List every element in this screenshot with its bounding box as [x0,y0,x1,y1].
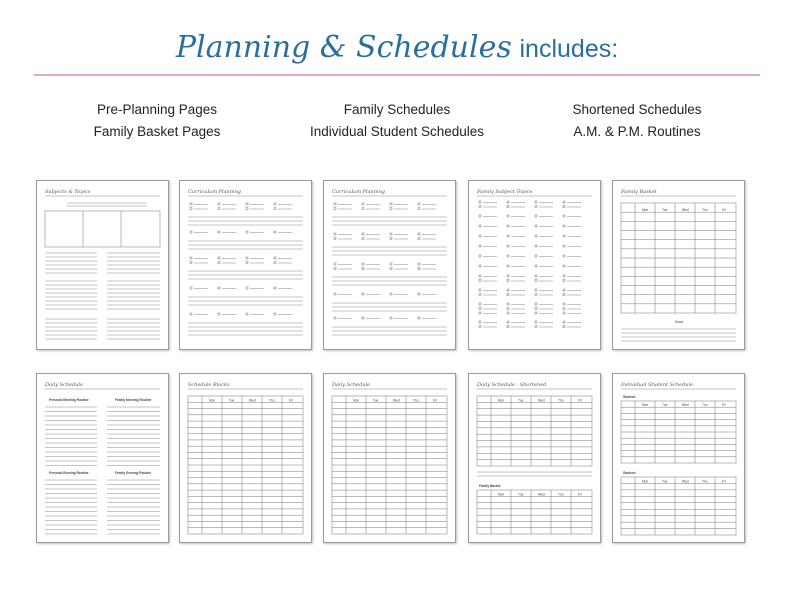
checkbox-icon [563,289,565,291]
checkbox-icon [479,245,481,247]
checkbox-icon [535,275,537,277]
checkbox-icon [535,321,537,323]
checkbox-icon [535,215,537,217]
checkbox-icon [535,326,537,328]
checkbox-icon [190,208,192,210]
thumb-daily-schedule-shortened [468,373,601,543]
checkbox-icon [479,294,481,296]
checkbox-icon [218,231,220,233]
checkbox-icon [334,238,336,240]
checkbox-icon [479,275,481,277]
checkbox-icon [274,313,276,315]
day-header: Fri [722,479,726,484]
day-header: Thu [702,479,708,484]
checkbox-icon [218,313,220,315]
checkbox-icon [563,303,565,305]
family-basket-label: Family Basket [479,484,501,488]
routine-label: Family Morning Routine [115,398,152,402]
day-header: Wed [393,398,400,403]
day-header: Tue [662,208,668,213]
checkbox-icon [390,238,392,240]
checkbox-icon [563,308,565,310]
day-header: Fri [433,398,437,403]
day-header: Wed [538,492,545,497]
day-header: Fri [722,208,726,213]
checkbox-icon [362,233,364,235]
checkbox-icon [246,231,248,233]
checkbox-icon [507,321,509,323]
checkbox-icon [535,303,537,305]
checkbox-icon [418,238,420,240]
routine-label: Personal Morning Routine [49,398,89,402]
checkbox-icon [479,312,481,314]
checkbox-icon [535,201,537,203]
checkbox-icon [563,280,565,282]
checkbox-icon [535,245,537,247]
checkbox-icon [390,293,392,295]
checkbox-icon [507,308,509,310]
day-header: Tue [229,398,235,403]
thumb-title: Curriculum Planning [332,189,386,195]
checkbox-icon [246,257,248,259]
checkbox-icon [479,321,481,323]
checkbox-icon [218,262,220,264]
day-header: Fri [578,492,582,497]
checkbox-icon [190,203,192,205]
thumb-title: Curriculum Planning [188,189,242,195]
checkbox-icon [535,312,537,314]
checkbox-icon [563,255,565,257]
checkbox-icon [507,265,509,267]
day-header: Thu [413,398,419,403]
thumb-family-basket [612,180,745,350]
checkbox-icon [535,225,537,227]
day-header: Tue [373,398,379,403]
checkbox-icon [274,231,276,233]
thumb-title: Family Basket [621,189,657,195]
checkbox-icon [362,208,364,210]
checkbox-icon [563,215,565,217]
day-header: Tue [662,403,668,408]
checkbox-icon [479,289,481,291]
include-item: Individual Student Schedules [309,124,485,139]
checkbox-icon [507,303,509,305]
day-header: Mon [498,492,505,497]
checkbox-icon [535,206,537,208]
checkbox-icon [218,208,220,210]
day-header: Wed [682,479,689,484]
checkbox-icon [418,268,420,270]
day-header: Mon [642,208,649,213]
thumb-title: Daily Schedule - Shortened [477,382,547,388]
checkbox-icon [507,294,509,296]
include-item: Pre-Planning Pages [96,102,218,117]
checkbox-icon [535,255,537,257]
schedule-grid [621,477,736,535]
checkbox-icon [479,201,481,203]
checkbox-icon [274,203,276,205]
title-script: Planning & Schedules [175,30,512,65]
checkbox-icon [479,255,481,257]
checkbox-icon [563,206,565,208]
thumb-title: Subjects & Topics [45,189,91,195]
checkbox-icon [246,262,248,264]
include-item: Family Schedules [343,102,451,117]
checkbox-icon [563,201,565,203]
checkbox-icon [418,208,420,210]
checkbox-icon [274,257,276,259]
checkbox-icon [507,312,509,314]
thumb-schedule-blocks [179,373,312,543]
checkbox-icon [563,326,565,328]
checkbox-icon [190,287,192,289]
checkbox-icon [507,255,509,257]
notes-label: Notes [675,320,684,324]
day-header: Fri [722,403,726,408]
checkbox-icon [334,208,336,210]
includes-column-2 [277,99,517,143]
checkbox-icon [563,312,565,314]
checkbox-icon [362,293,364,295]
checkbox-icon [390,233,392,235]
checkbox-icon [507,280,509,282]
day-header: Mon [642,479,649,484]
day-header: Mon [209,398,216,403]
checkbox-icon [334,268,336,270]
day-header: Wed [682,403,689,408]
checkbox-icon [535,280,537,282]
day-header: Tue [662,479,668,484]
checkbox-icon [274,287,276,289]
checkbox-icon [563,321,565,323]
checkbox-icon [507,275,509,277]
checkbox-icon [218,257,220,259]
checkbox-icon [535,308,537,310]
checkbox-icon [507,206,509,208]
checkbox-icon [418,317,420,319]
day-header: Thu [702,208,708,213]
thumb-title: Individual Student Schedule [621,382,694,388]
schedule-grid [477,490,592,534]
checkbox-icon [362,203,364,205]
checkbox-icon [479,280,481,282]
thumb-title: Daily Schedule [332,382,370,388]
checkbox-icon [246,208,248,210]
checkbox-icon [418,293,420,295]
checkbox-icon [362,238,364,240]
day-header: Tue [518,492,524,497]
thumb-daily-schedule [323,373,456,543]
day-header: Fri [578,398,582,403]
checkbox-icon [563,294,565,296]
checkbox-icon [246,203,248,205]
checkbox-icon [190,313,192,315]
checkbox-icon [479,206,481,208]
checkbox-icon [190,231,192,233]
student-label: Student: [623,395,636,399]
checkbox-icon [334,263,336,265]
thumb-subjects-topics [36,180,169,350]
thumb-daily-schedule-routines [36,373,169,543]
checkbox-icon [563,245,565,247]
includes-column-3 [517,99,757,143]
checkbox-icon [418,233,420,235]
checkbox-icon [362,263,364,265]
checkbox-icon [507,201,509,203]
checkbox-icon [390,203,392,205]
checkbox-icon [535,235,537,237]
day-header: Tue [518,398,524,403]
thumb-individual-student-schedule [612,373,745,543]
day-header: Mon [353,398,360,403]
checkbox-icon [507,245,509,247]
checkbox-icon [390,208,392,210]
day-header: Thu [269,398,275,403]
routine-label: Personal Evening Routine [49,471,89,475]
checkbox-icon [479,225,481,227]
checkbox-icon [507,326,509,328]
thumb-curriculum-planning-1 [179,180,312,350]
checkbox-icon [218,203,220,205]
routine-label: Family Evening Routine [115,471,152,475]
day-header: Thu [702,403,708,408]
checkbox-icon [535,265,537,267]
include-item: A.M. & P.M. Routines [573,124,701,139]
day-header: Mon [498,398,505,403]
day-header: Wed [682,208,689,213]
checkbox-icon [334,203,336,205]
include-item: Shortened Schedules [572,102,702,117]
checkbox-icon [479,308,481,310]
checkbox-icon [507,235,509,237]
day-header: Thu [558,398,564,403]
checkbox-icon [563,265,565,267]
thumb-curriculum-planning-2 [323,180,456,350]
checkbox-icon [274,208,276,210]
include-item: Family Basket Pages [93,124,221,139]
checkbox-icon [362,317,364,319]
checkbox-icon [218,287,220,289]
includes-column-1 [37,99,277,143]
checkbox-icon [334,233,336,235]
checkbox-icon [190,257,192,259]
checkbox-icon [507,225,509,227]
thumb-title: Schedule Blocks [188,382,230,388]
checkbox-icon [418,203,420,205]
checkbox-icon [418,263,420,265]
checkbox-icon [535,294,537,296]
checkbox-icon [507,215,509,217]
day-header: Wed [538,398,545,403]
thumb-title: Family Subject Topics [477,189,533,195]
day-header: Thu [558,492,564,497]
checkbox-icon [274,262,276,264]
checkbox-icon [563,225,565,227]
checkbox-icon [390,317,392,319]
checkbox-icon [390,263,392,265]
checkbox-icon [390,268,392,270]
student-label: Student: [623,471,636,475]
checkbox-icon [479,215,481,217]
checkbox-icon [479,265,481,267]
checkbox-icon [563,275,565,277]
checkbox-icon [334,317,336,319]
checkbox-icon [507,289,509,291]
checkbox-icon [362,268,364,270]
day-header: Fri [289,398,293,403]
day-header: Wed [249,398,256,403]
schedule-grid [477,396,592,466]
checkbox-icon [190,262,192,264]
checkbox-icon [246,287,248,289]
day-header: Mon [642,403,649,408]
checkbox-icon [334,293,336,295]
checkbox-icon [479,303,481,305]
checkbox-icon [563,235,565,237]
title-plain: includes: [519,35,619,63]
checkbox-icon [246,313,248,315]
checkbox-icon [479,235,481,237]
checkbox-icon [479,326,481,328]
thumb-family-subject-topics [468,180,601,350]
includes-list [0,99,794,145]
title-divider [34,74,760,76]
checkbox-icon [535,289,537,291]
thumb-title: Daily Schedule [45,382,83,388]
page-title [0,30,794,65]
